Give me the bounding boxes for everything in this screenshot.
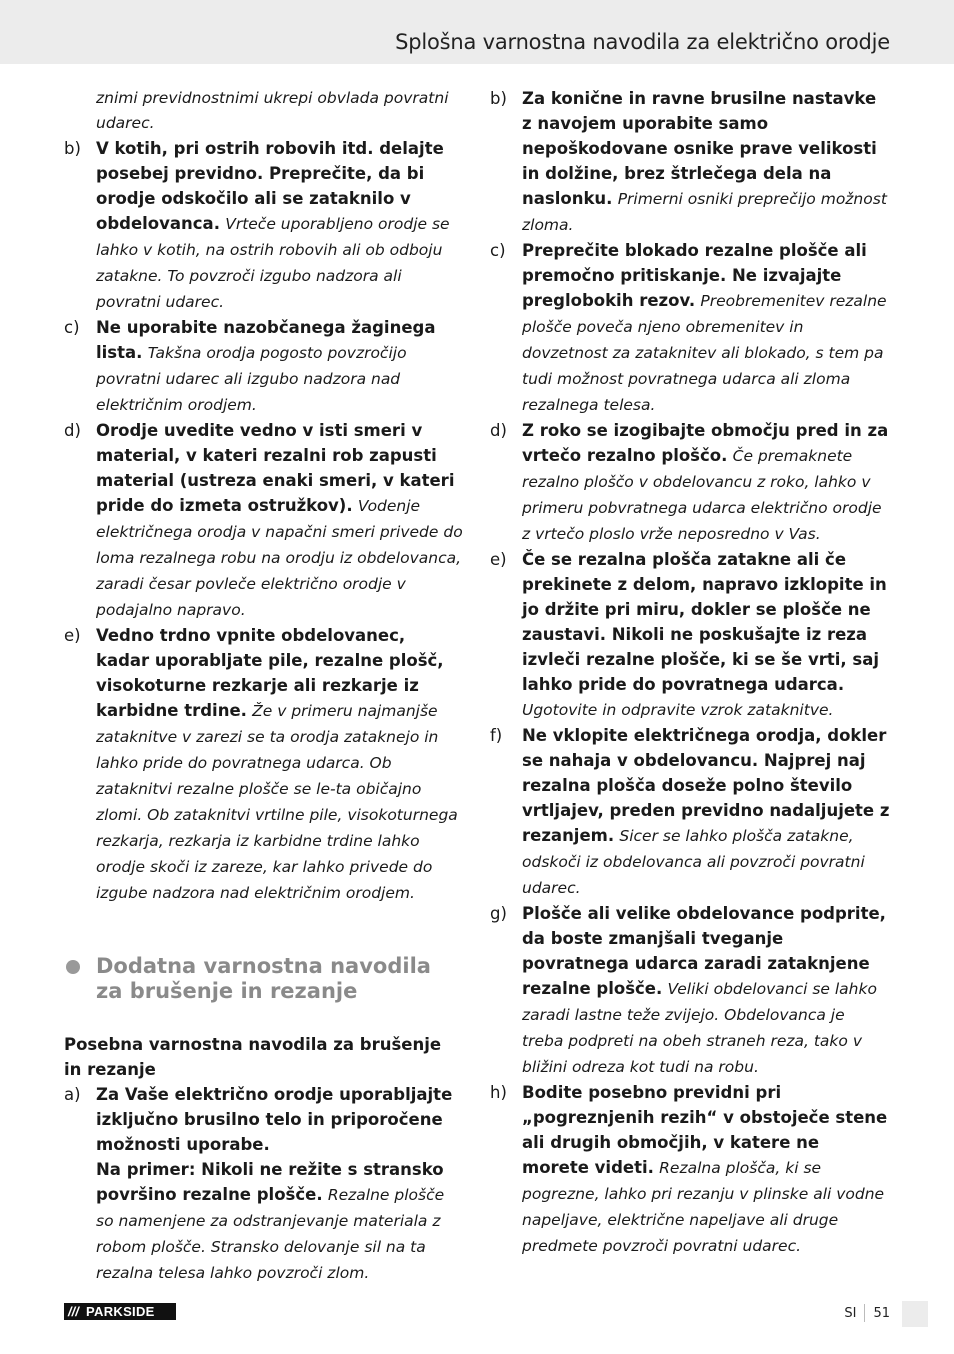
item-letter: b)	[490, 89, 507, 108]
subheading: Posebna varnostna navodila za brušenje in rezanje	[64, 1035, 442, 1079]
item-letter: c)	[490, 241, 506, 260]
section-heading-text: Dodatna varnostna navodila za brušenje in rezanje	[96, 954, 431, 1003]
page-title: Splošna varnostna navodila za električno orodje	[395, 30, 890, 54]
item-italic-text: Sicer se lahko plošča zatakne, odskoči iz obdelovanca ali povzroči povratni udarec.	[522, 827, 865, 897]
section-heading	[64, 954, 464, 1004]
item-bold-text: Za Vaše električno orodje uporabljajte izključno brusilno telo in priporočene možnosti uporabe.	[96, 1085, 453, 1154]
item-bold-text: Z roko se izogibajte območju pred in za vrtečo rezalno ploščo.	[522, 421, 889, 465]
item-italic-text: Takšna orodja pogosto povzročijo povratni udarec ali izgubo nadzora nad električnim orodjem.	[96, 344, 407, 414]
item-letter: e)	[64, 626, 81, 645]
item-bold-text: Preprečite blokado rezalne plošče ali premočno pritiskanje. Ne izvajajte preglobokih rezov.	[522, 241, 867, 310]
item-bold-text: Ne uporabite nazobčanega žaginega lista.	[96, 318, 436, 362]
item-letter: c)	[64, 318, 80, 337]
bullet-icon	[66, 960, 80, 974]
item-italic-text: Vrteče uporabljeno orodje se lahko v kotih, na ostrih robovih ali ob odboju zatakne. To povzroči izgubo nadzora ali povratni udarec.	[96, 215, 450, 311]
item-letter: d)	[64, 421, 81, 440]
footer-tab	[902, 1301, 928, 1327]
page-header	[0, 0, 954, 64]
logo-slashes-icon: ///	[68, 1304, 79, 1319]
list-item	[64, 418, 464, 623]
item-italic-text: Rezalne plošče so namenjene za odstranjevanje materiala z robom plošče. Stransko delovanje sil na ta rezalna telesa lahko povzroči zlom.	[96, 1186, 445, 1282]
list-item	[490, 1080, 890, 1259]
item-bold-text: V kotih, pri ostrih robovih itd. delajte posebej previdno. Preprečite, da bi orodje odskočilo ali se zataknilo v obdelovanca.	[96, 139, 444, 233]
intro-text: znimi previdnostnimi ukrepi obvlada povratni udarec.	[96, 89, 449, 132]
item-bold-text: Bodite posebno previdni pri „pogreznjenih rezih“ v obstoječe stene ali drugih območjih, v katere ne morete videti.	[522, 1083, 888, 1177]
item-letter: g)	[490, 904, 507, 923]
item-bold-text: Ne vklopite električnega orodja, dokler se nahaja v obdelovancu. Najprej naj rezalna plošča doseže polno število vrtljajev, preden previdno nadaljujete z rezanjem.	[522, 726, 890, 845]
item-letter: f)	[490, 726, 503, 745]
item-italic-text: Ugotovite in odpravite vzrok zataknitve.	[522, 701, 834, 719]
item-bold-text: Vedno trdno vpnite obdelovanec, kadar uporabljate pile, rezalne plošč, visokoturne rezkarje ali rezkarje iz karbidne trdine.	[96, 626, 444, 720]
right-column	[490, 86, 890, 1259]
item-letter: a)	[64, 1085, 81, 1104]
item-italic-text: Preobremenitev rezalne plošče poveča njeno obremenitev in dovzetnost za zataknitev ali blokado, s tem pa tudi možnost povratnega udarca ali zloma rezalnega telesa.	[522, 292, 887, 414]
list-item	[490, 238, 890, 418]
item-letter: d)	[490, 421, 507, 440]
item-italic-text: Primerni osniki preprečijo možnost zloma.	[522, 190, 887, 234]
item-bold-text: Če se rezalna plošča zatakne ali če prekinete z delom, napravo izklopite in jo držite pri miru, dokler se plošče ne zaustavi. Nikoli ne poskušajte iz reza izvleči rezalne plošče, ki se še vrti, saj lahko pride do povratnega udarca.	[522, 550, 887, 694]
list-item	[64, 136, 464, 315]
list-item	[490, 901, 890, 1080]
item-letter: e)	[490, 550, 507, 569]
item-bold-text: Orodje uvedite vedno v isti smeri v material, v kateri rezalni rob zapusti material (ustreza enaki smeri, v kateri pride do izmeta ostružkov).	[96, 421, 455, 515]
left-column	[64, 86, 464, 1286]
item-italic-text: Rezalna plošča, ki se pogrezne, lahko pri rezanju v plinske ali vodne napeljave, električne napeljave ali druge predmete povzroči povratni udarec.	[522, 1159, 885, 1255]
item-bold-text: Za konične in ravne brusilne nastavke z navojem uporabite samo nepoškodovane osnike prave velikosti in dolžine, brez štrlečega dela na naslonku.	[522, 89, 877, 208]
list-item	[490, 418, 890, 547]
item-italic-text: Vodenje električnega orodja v napačni smeri privede do loma rezalnega robu na orodju iz obdelovanca, zaradi česar povleče električno orodje v podajalno napravo.	[96, 497, 463, 619]
list-item	[490, 86, 890, 238]
item-italic-text: Če premaknete rezalno ploščo v obdelovancu z roko, lahko v primeru pobvratnega udarca električno orodje z vrtečo ploslo vrže neposredno v Vas.	[522, 447, 882, 543]
list-item	[490, 723, 890, 901]
page-number: 51	[873, 1305, 890, 1321]
item-bold-text-2: Na primer: Nikoli ne režite s stransko površino rezalne plošče.	[96, 1160, 444, 1204]
page-footer	[844, 1304, 890, 1322]
item-letter: h)	[490, 1083, 507, 1102]
item-italic-text: Že v primeru najmanjše zataknitve v zarezi se ta orodja zataknejo in lahko pride do povratnega udarca. Ob zataknitvi rezalne plošče se le-ta običajno zlomi. Ob zataknitvi vrtilne pile, visokoturnega rezkarja, rezkarja iz karbidne trdine lahko orodje skoči iz zareze, kar lahko privede do izgube nadzora nad električnim orodjem.	[96, 702, 458, 902]
logo-text: PARKSIDE	[86, 1304, 155, 1319]
list-item	[64, 623, 464, 906]
list-item	[490, 547, 890, 723]
parkside-logo	[64, 1303, 176, 1320]
item-bold-text: Plošče ali velike obdelovance podprite, da boste zmanjšali tveganje povratnega udarca zaradi zataknjene rezalne plošče.	[522, 904, 886, 998]
item-letter: b)	[64, 139, 81, 158]
item-italic-text: Veliki obdelovanci se lahko zaradi lastne teže zvijejo. Obdelovanca je treba podpreti na obeh straneh reza, tako v bližini odreza kot tudi na robu.	[522, 980, 877, 1076]
list-item	[64, 315, 464, 418]
language-code: SI	[844, 1305, 857, 1321]
list-item	[64, 1082, 464, 1286]
